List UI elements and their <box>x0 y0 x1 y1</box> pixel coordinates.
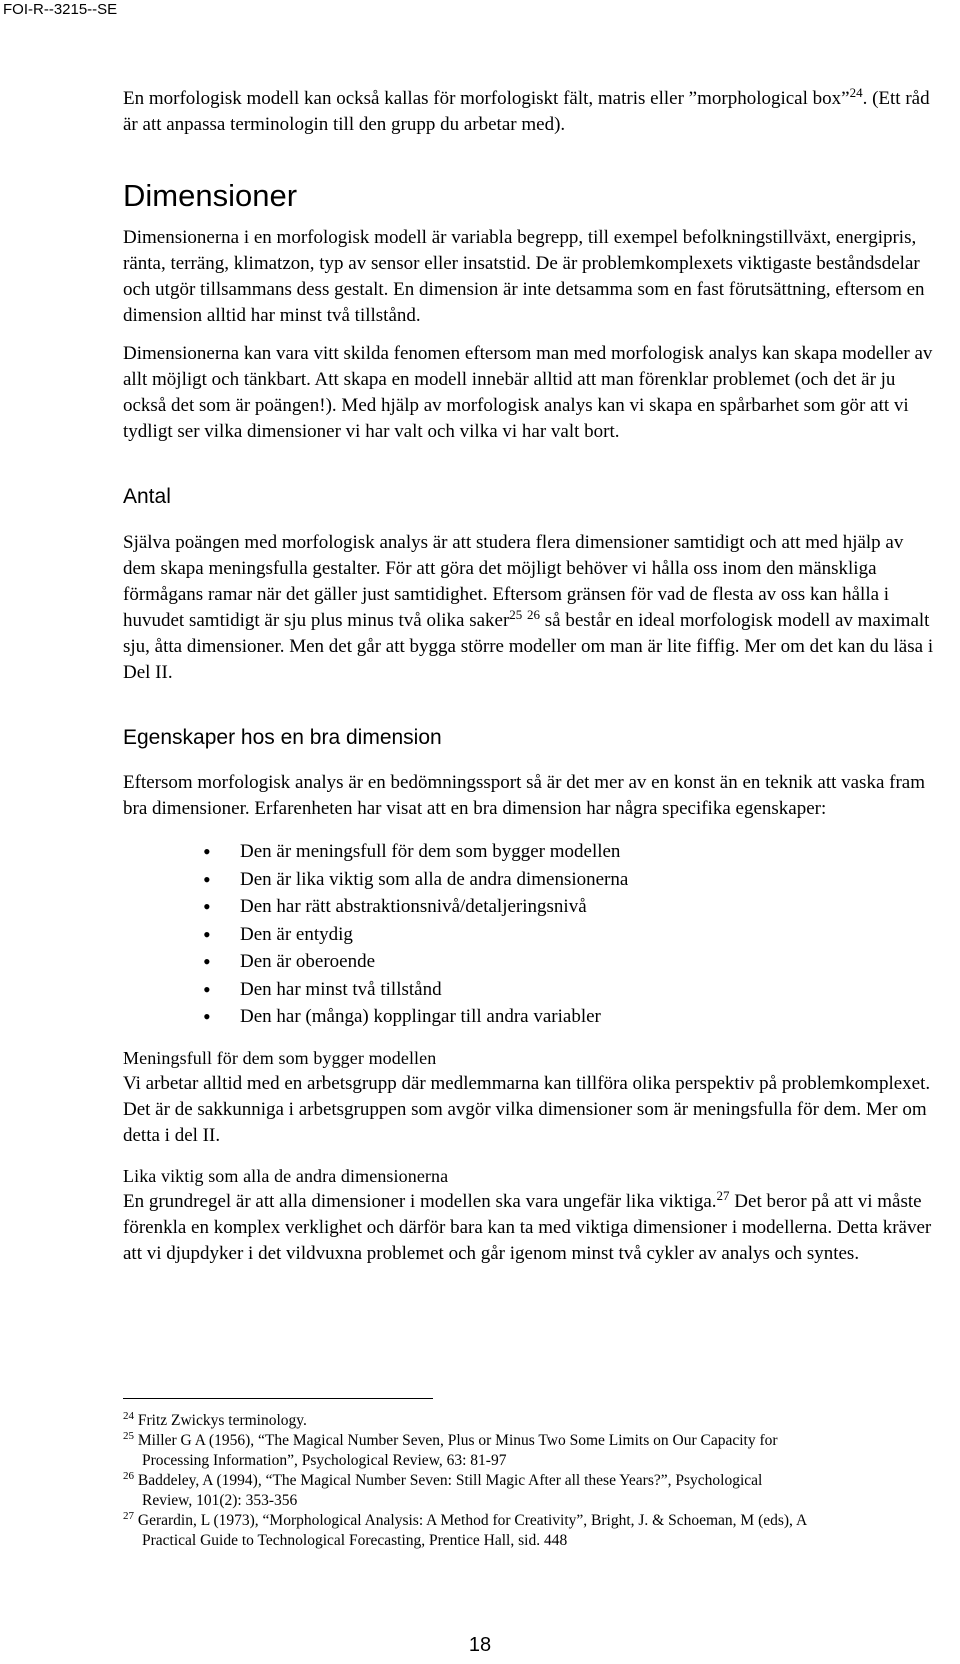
footnote-number: 25 <box>123 1430 134 1442</box>
footnote-25 <box>123 1431 953 1471</box>
page-number: 18 <box>468 1634 492 1656</box>
footnote-number: 27 <box>123 1510 134 1522</box>
lika-viktig-text: En grundregel är att alla dimensioner i modellen ska vara ungefär lika viktiga. <box>123 1190 717 1212</box>
footnote-text: Fritz Zwickys terminology. <box>137 1412 307 1429</box>
intro-paragraph <box>123 86 935 138</box>
footnote-ref-25[interactable]: 25 <box>509 607 523 622</box>
page-body <box>123 86 935 1267</box>
footnotes <box>123 1411 953 1551</box>
antal-text: Själva poängen med morfologisk analys är att studera flera dimensioner samtidigt och att med hjälp av dem skapa meningsfulla gestalter. För att göra det möjligt behöver vi hålla oss inom den mänskliga förmågans ramar när det gäller just samtidighet. Eftersom gränsen för vad de flesta av oss kan hålla i huvudet samtidigt är sju plus minus två olika saker <box>123 532 904 631</box>
list-item: • Den har rätt abstraktionsnivå/detaljeringsnivå <box>123 893 935 921</box>
footnote-text-cont: Review, 101(2): 353-356 <box>142 1492 298 1509</box>
footnote-ref-24[interactable]: 24 <box>849 85 863 100</box>
footnote-number: 24 <box>123 1410 134 1422</box>
heading-egenskaper: Egenskaper hos en bra dimension <box>123 726 442 749</box>
footnote-24 <box>123 1411 953 1431</box>
properties-list <box>123 838 935 1031</box>
footnote-text: Miller G A (1956), “The Magical Number Seven, Plus or Minus Two Some Limits on Our Capacity for <box>137 1432 778 1449</box>
footnote-number: 26 <box>123 1470 134 1482</box>
footnote-text-cont: Processing Information”, Psychological Review, 63: 81-97 <box>142 1452 507 1469</box>
list-item: • Den är lika viktig som alla de andra dimensionerna <box>123 866 935 894</box>
intro-text: En morfologisk modell kan också kallas för morfologiskt fält, matris eller ”morphological box” <box>123 88 850 109</box>
footnote-text: Gerardin, L (1973), “Morphological Analysis: A Method for Creativity”, Bright, J. & Schoeman, M (eds), A <box>137 1512 808 1529</box>
footnote-text: Baddeley, A (1994), “The Magical Number Seven: Still Magic After all these Years?”, Psychological <box>137 1472 763 1489</box>
footnote-ref-27[interactable]: 27 <box>716 1187 730 1203</box>
list-item: • Den är meningsfull för dem som bygger modellen <box>123 838 935 866</box>
lika-viktig-text-cont: Det beror på att vi måste förenkla en komplex verklighet och därför bara kan ta med viktiga dimensioner i modellerna. Detta kräver att vi djupdyker i det vildvuxna problemet och går igenom minst två cykler av analys och syntes. <box>123 1190 932 1264</box>
list-item: • Den har minst två tillstånd <box>123 976 935 1004</box>
antal-paragraph <box>123 530 935 686</box>
footnote-text-cont: Practical Guide to Technological Forecasting, Prentice Hall, sid. 448 <box>142 1532 568 1549</box>
subheading-lika-viktig: Lika viktig som alla de andra dimensionerna <box>123 1165 449 1186</box>
list-item: • Den är oberoende <box>123 948 935 976</box>
egenskaper-paragraph: Eftersom morfologisk analys är en bedömningssport så är det mer av en konst än en teknik att vaska fram bra dimensioner. Erfarenheten har visat att en bra dimension har några specifika egenskaper: <box>123 772 925 819</box>
heading-dimensioner: Dimensioner <box>123 178 298 213</box>
footnote-separator <box>123 1398 433 1399</box>
dimensioner-paragraph-1: Dimensionerna i en morfologisk modell är variabla begrepp, till exempel befolkningstillväxt, energipris, ränta, terräng, klimatzon, typ av sensor eller insatstid. De är problemkomplexets viktigaste beståndsdelar och utgör tillsammans dess gestalt. En dimension är inte detsamma som en fast förutsättning, eftersom en dimension alltid har minst två tillstånd. <box>123 227 925 326</box>
lika-viktig-paragraph <box>123 1189 935 1267</box>
footnote-ref-26[interactable]: 26 <box>527 607 541 622</box>
list-item: • Den har (många) kopplingar till andra variabler <box>123 1003 935 1031</box>
subheading-meningsfull: Meningsfull för dem som bygger modellen <box>123 1047 437 1068</box>
intro-text-cont: . (Ett råd är att anpassa terminologin till den grupp du arbetar med). <box>123 88 930 135</box>
antal-text-cont: så består en ideal morfologisk modell av maximalt sju, åtta dimensioner. Men det går att bygga större modeller om man är lite fiffig. Mer om det kan du läsa i Del II. <box>123 610 934 683</box>
footnote-26 <box>123 1471 953 1511</box>
meningsfull-paragraph: Vi arbetar alltid med en arbetsgrupp där medlemmarna kan tillföra olika perspektiv på problemkomplexet. Det är de sakkunniga i arbetsgruppen som avgör vilka dimensioner som är meningsfulla för dem. Mer om detta i del II. <box>123 1072 931 1146</box>
document-id: FOI-R--3215--SE <box>3 1 118 18</box>
list-item: • Den är entydig <box>123 921 935 949</box>
footnote-27 <box>123 1511 953 1551</box>
dimensioner-paragraph-2: Dimensionerna kan vara vitt skilda fenomen eftersom man med morfologisk analys kan skapa modeller av allt möjligt och tänkbart. Att skapa en modell innebär alltid att man förenklar problemet (och det är ju också det som är poängen!). Med hjälp av morfologisk analys kan vi skapa en spårbarhet som gör att vi tydligt ser vilka dimensioner vi har valt och vilka vi har valt bort. <box>123 343 933 442</box>
heading-antal: Antal <box>123 485 171 508</box>
